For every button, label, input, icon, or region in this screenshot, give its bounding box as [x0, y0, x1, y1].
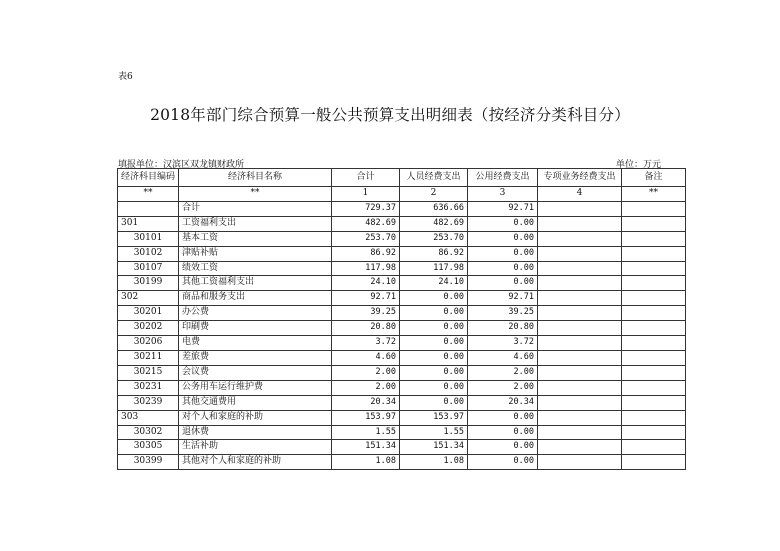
- note-cell: [622, 365, 686, 380]
- note-cell: [622, 395, 686, 410]
- note-cell: [622, 231, 686, 246]
- personnel-cell: 151.34: [400, 440, 468, 455]
- personnel-cell: 0.00: [400, 291, 468, 306]
- personnel-cell: 0.00: [400, 336, 468, 351]
- public-cell: 3.72: [468, 336, 538, 351]
- page-label: 表6: [118, 72, 133, 82]
- personnel-cell: 253.70: [400, 231, 468, 246]
- personnel-cell: 1.08: [400, 455, 468, 470]
- public-cell: 0.00: [468, 261, 538, 276]
- special-cell: [538, 321, 622, 336]
- currency-unit: 单位：万元: [615, 160, 661, 170]
- account-code-cell: 30101: [118, 231, 179, 246]
- special-cell: [538, 201, 622, 216]
- table-row: [118, 261, 686, 276]
- personnel-cell: 482.69: [400, 216, 468, 231]
- total-cell: 86.92: [332, 246, 400, 261]
- account-name-cell: 公务用车运行维护费: [179, 380, 332, 395]
- public-cell: 4.60: [468, 350, 538, 365]
- note-cell: [622, 350, 686, 365]
- page-title: 2018年部门综合预算一般公共预算支出明细表（按经济分类科目分）: [150, 106, 630, 124]
- header-row: [118, 169, 686, 187]
- account-code-cell: 30305: [118, 440, 179, 455]
- personnel-cell: 0.00: [400, 350, 468, 365]
- account-code-cell: 30231: [118, 380, 179, 395]
- note-cell: [622, 321, 686, 336]
- account-code-cell: 30215: [118, 365, 179, 380]
- filling-unit: 填报单位：汉滨区双龙镇财政所: [118, 160, 245, 170]
- index-cell: **: [622, 187, 686, 202]
- total-cell: 3.72: [332, 336, 400, 351]
- public-cell: 0.00: [468, 440, 538, 455]
- account-code-cell: 302: [118, 291, 179, 306]
- account-name-cell: 办公费: [179, 306, 332, 321]
- special-cell: [538, 395, 622, 410]
- personnel-cell: 0.00: [400, 395, 468, 410]
- note-cell: [622, 246, 686, 261]
- account-code-cell: 30201: [118, 306, 179, 321]
- account-name-cell: 工资福利支出: [179, 216, 332, 231]
- personnel-cell: 1.55: [400, 425, 468, 440]
- index-cell: 4: [538, 187, 622, 202]
- account-code-cell: 30102: [118, 246, 179, 261]
- note-cell: [622, 380, 686, 395]
- public-cell: 92.71: [468, 201, 538, 216]
- public-cell: 2.00: [468, 380, 538, 395]
- special-cell: [538, 336, 622, 351]
- index-cell: **: [118, 187, 179, 202]
- account-name-cell: 津贴补贴: [179, 246, 332, 261]
- special-cell: [538, 425, 622, 440]
- public-cell: 2.00: [468, 365, 538, 380]
- special-cell: [538, 306, 622, 321]
- account-name-cell: 其他对个人和家庭的补助: [179, 455, 332, 470]
- account-name-cell: 合计: [179, 201, 332, 216]
- note-cell: [622, 306, 686, 321]
- account-name-cell: 商品和服务支出: [179, 291, 332, 306]
- index-cell: **: [179, 187, 332, 202]
- account-name-cell: 退休费: [179, 425, 332, 440]
- note-cell: [622, 455, 686, 470]
- special-cell: [538, 231, 622, 246]
- total-cell: 482.69: [332, 216, 400, 231]
- total-cell: 20.34: [332, 395, 400, 410]
- header-total: 合计: [332, 169, 400, 187]
- table-row: [118, 291, 686, 306]
- personnel-cell: 117.98: [400, 261, 468, 276]
- total-cell: 39.25: [332, 306, 400, 321]
- header-name: 经济科目名称: [179, 169, 332, 187]
- account-name-cell: 基本工资: [179, 231, 332, 246]
- index-cell: 2: [400, 187, 468, 202]
- total-cell: 151.34: [332, 440, 400, 455]
- table-row: [118, 380, 686, 395]
- personnel-cell: 24.10: [400, 276, 468, 291]
- account-code-cell: 30107: [118, 261, 179, 276]
- table-row: [118, 336, 686, 351]
- total-cell: 24.10: [332, 276, 400, 291]
- account-code-cell: 30211: [118, 350, 179, 365]
- special-cell: [538, 365, 622, 380]
- account-code-cell: 30206: [118, 336, 179, 351]
- index-row: [118, 187, 686, 202]
- account-name-cell: 差旅费: [179, 350, 332, 365]
- account-name-cell: 绩效工资: [179, 261, 332, 276]
- account-name-cell: 对个人和家庭的补助: [179, 410, 332, 425]
- total-cell: 92.71: [332, 291, 400, 306]
- note-cell: [622, 201, 686, 216]
- account-name-cell: 印刷费: [179, 321, 332, 336]
- table-row: [118, 350, 686, 365]
- table-row: [118, 395, 686, 410]
- table-row: [118, 425, 686, 440]
- index-cell: 3: [468, 187, 538, 202]
- account-code-cell: 30239: [118, 395, 179, 410]
- expenditure-table: [117, 168, 686, 470]
- header-note: 备注: [622, 169, 686, 187]
- account-name-cell: 会议费: [179, 365, 332, 380]
- special-cell: [538, 410, 622, 425]
- public-cell: 0.00: [468, 455, 538, 470]
- account-code-cell: 30302: [118, 425, 179, 440]
- account-name-cell: 电费: [179, 336, 332, 351]
- account-code-cell: 30399: [118, 455, 179, 470]
- public-cell: 0.00: [468, 410, 538, 425]
- note-cell: [622, 276, 686, 291]
- table-row: [118, 440, 686, 455]
- public-cell: 0.00: [468, 276, 538, 291]
- note-cell: [622, 261, 686, 276]
- table-row: [118, 276, 686, 291]
- special-cell: [538, 291, 622, 306]
- note-cell: [622, 291, 686, 306]
- account-name-cell: 其他交通费用: [179, 395, 332, 410]
- account-code-cell: 301: [118, 216, 179, 231]
- header-personnel: 人员经费支出: [400, 169, 468, 187]
- total-cell: 2.00: [332, 380, 400, 395]
- personnel-cell: 636.66: [400, 201, 468, 216]
- personnel-cell: 0.00: [400, 321, 468, 336]
- total-cell: 20.80: [332, 321, 400, 336]
- public-cell: 92.71: [468, 291, 538, 306]
- note-cell: [622, 440, 686, 455]
- public-cell: 0.00: [468, 231, 538, 246]
- table-row: [118, 246, 686, 261]
- total-cell: 729.37: [332, 201, 400, 216]
- table-row: [118, 306, 686, 321]
- special-cell: [538, 380, 622, 395]
- special-cell: [538, 246, 622, 261]
- account-name-cell: 其他工资福利支出: [179, 276, 332, 291]
- table-row: [118, 365, 686, 380]
- total-cell: 1.55: [332, 425, 400, 440]
- total-cell: 117.98: [332, 261, 400, 276]
- public-cell: 0.00: [468, 425, 538, 440]
- special-cell: [538, 440, 622, 455]
- special-cell: [538, 216, 622, 231]
- special-cell: [538, 455, 622, 470]
- total-cell: 153.97: [332, 410, 400, 425]
- special-cell: [538, 350, 622, 365]
- note-cell: [622, 425, 686, 440]
- personnel-cell: 0.00: [400, 306, 468, 321]
- note-cell: [622, 216, 686, 231]
- total-cell: 2.00: [332, 365, 400, 380]
- personnel-cell: 0.00: [400, 380, 468, 395]
- personnel-cell: 0.00: [400, 365, 468, 380]
- table-row: [118, 321, 686, 336]
- personnel-cell: 153.97: [400, 410, 468, 425]
- special-cell: [538, 261, 622, 276]
- personnel-cell: 86.92: [400, 246, 468, 261]
- public-cell: 0.00: [468, 216, 538, 231]
- account-code-cell: [118, 201, 179, 216]
- table-row: [118, 455, 686, 470]
- note-cell: [622, 410, 686, 425]
- public-cell: 20.80: [468, 321, 538, 336]
- public-cell: 20.34: [468, 395, 538, 410]
- total-cell: 253.70: [332, 231, 400, 246]
- public-cell: 0.00: [468, 246, 538, 261]
- account-code-cell: 30202: [118, 321, 179, 336]
- account-name-cell: 生活补助: [179, 440, 332, 455]
- table-row: [118, 410, 686, 425]
- special-cell: [538, 276, 622, 291]
- account-code-cell: 30199: [118, 276, 179, 291]
- total-cell: 1.08: [332, 455, 400, 470]
- table-row: [118, 231, 686, 246]
- public-cell: 39.25: [468, 306, 538, 321]
- total-cell: 4.60: [332, 350, 400, 365]
- header-public: 公用经费支出: [468, 169, 538, 187]
- table-row: [118, 216, 686, 231]
- note-cell: [622, 336, 686, 351]
- header-special: 专项业务经费支出: [538, 169, 622, 187]
- header-code: 经济科目编码: [118, 169, 179, 187]
- index-cell: 1: [332, 187, 400, 202]
- table-row: [118, 201, 686, 216]
- account-code-cell: 303: [118, 410, 179, 425]
